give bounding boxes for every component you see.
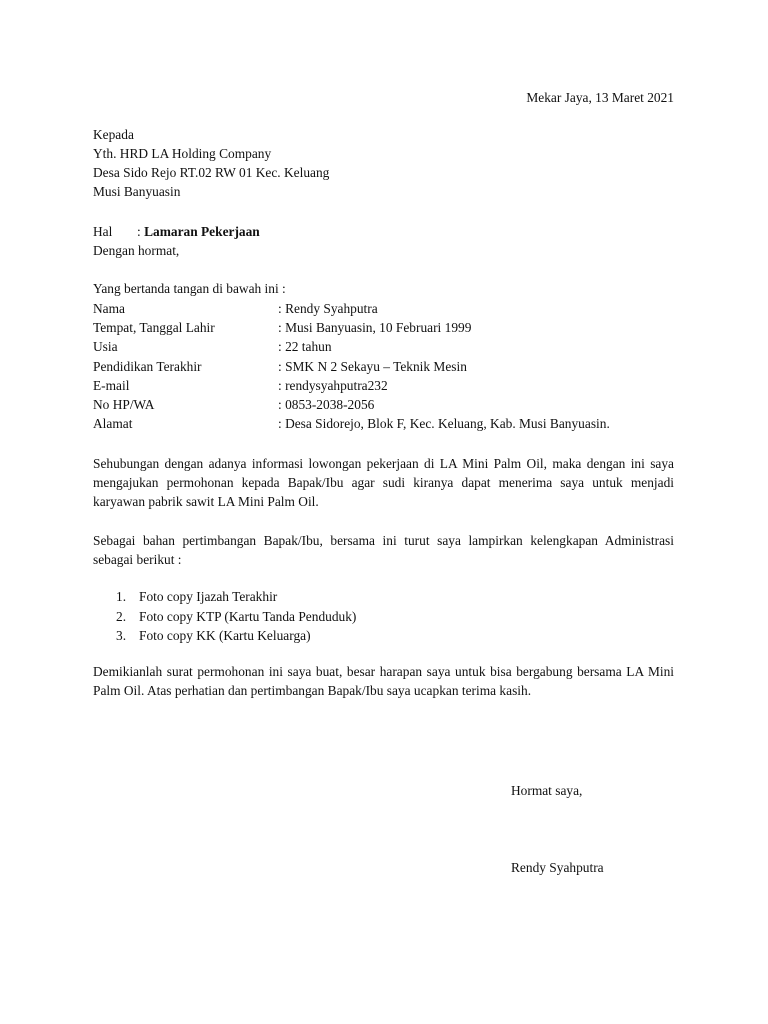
field-label: Tempat, Tanggal Lahir bbox=[93, 320, 215, 336]
list-item-text: Foto copy Ijazah Terakhir bbox=[139, 589, 278, 604]
list-item-text: Foto copy KTP (Kartu Tanda Penduduk) bbox=[139, 608, 357, 624]
list-item-text: Foto copy KK (Kartu Keluarga) bbox=[139, 628, 311, 644]
email-value: : rendysyahputra232 bbox=[278, 377, 388, 393]
attachments-list bbox=[116, 587, 356, 646]
list-item-number: 2. bbox=[116, 608, 127, 624]
phone-value: : 0853-2038-2056 bbox=[278, 397, 375, 413]
list-item bbox=[116, 626, 356, 646]
field-value: : Musi Banyuasin, 10 Februari 1999 bbox=[278, 320, 472, 336]
field-value: : SMK N 2 Sekayu – Teknik Mesin bbox=[278, 358, 467, 374]
field-label: Alamat bbox=[93, 416, 133, 432]
field-row bbox=[93, 357, 610, 376]
closing-salutation: Hormat saya, bbox=[511, 783, 583, 798]
recipient-block bbox=[93, 125, 329, 201]
field-label: Nama bbox=[93, 301, 125, 316]
signer-name: Rendy Syahputra bbox=[511, 860, 604, 875]
recipient-line: Kepada bbox=[93, 127, 134, 142]
list-item-number: 1. bbox=[116, 589, 127, 604]
recipient-line: Musi Banyuasin bbox=[93, 184, 181, 199]
field-row bbox=[93, 414, 610, 433]
field-row bbox=[93, 395, 610, 414]
field-label: No HP/WA bbox=[93, 397, 155, 413]
list-item bbox=[116, 607, 356, 627]
field-row bbox=[93, 318, 610, 337]
subject-separator: : bbox=[137, 224, 141, 239]
paragraph-application: Sehubungan dengan adanya informasi lowongan pekerjaan di LA Mini Palm Oil, maka dengan ini saya mengajukan permohonan kepada Bapak/Ibu agar sudi kiranya dapat menerima saya untuk menjadi karyawan pabrik sawit LA Mini Palm Oil. bbox=[93, 456, 674, 510]
field-label: Usia bbox=[93, 339, 118, 355]
recipient-line: Yth. HRD LA Holding Company bbox=[93, 146, 272, 161]
recipient-line: Desa Sido Rejo RT.02 RW 01 Kec. Keluang bbox=[93, 165, 330, 180]
field-value: : Desa Sidorejo, Blok F, Kec. Keluang, Kab. Musi Banyuasin. bbox=[278, 416, 610, 432]
field-row bbox=[93, 337, 610, 356]
field-row bbox=[93, 299, 610, 318]
field-value: : 22 tahun bbox=[278, 339, 332, 355]
subject-line bbox=[93, 222, 260, 241]
subject-value: Lamaran Pekerjaan bbox=[144, 224, 260, 239]
field-label: Pendidikan Terakhir bbox=[93, 358, 202, 374]
identity-fields bbox=[93, 299, 610, 433]
paragraph-attachments-intro: Sebagai bahan pertimbangan Bapak/Ibu, bersama ini turut saya lampirkan kelengkapan Administrasi sebagai berikut : bbox=[93, 533, 674, 568]
list-item-number: 3. bbox=[116, 628, 127, 644]
place-date: Mekar Jaya, 13 Maret 2021 bbox=[526, 90, 674, 105]
field-row bbox=[93, 376, 610, 395]
field-label: E-mail bbox=[93, 377, 130, 393]
greeting: Dengan hormat, bbox=[93, 243, 180, 258]
paragraph-closing: Demikianlah surat permohonan ini saya buat, besar harapan saya untuk bisa bergabung bersama LA Mini Palm Oil. Atas perhatian dan pertimbangan Bapak/Ibu saya ucapkan terima kasih. bbox=[93, 664, 674, 699]
intro-text: Yang bertanda tangan di bawah ini : bbox=[93, 281, 286, 296]
list-item bbox=[116, 587, 356, 607]
subject-label: Hal bbox=[93, 224, 113, 239]
field-value: : Rendy Syahputra bbox=[278, 301, 378, 316]
